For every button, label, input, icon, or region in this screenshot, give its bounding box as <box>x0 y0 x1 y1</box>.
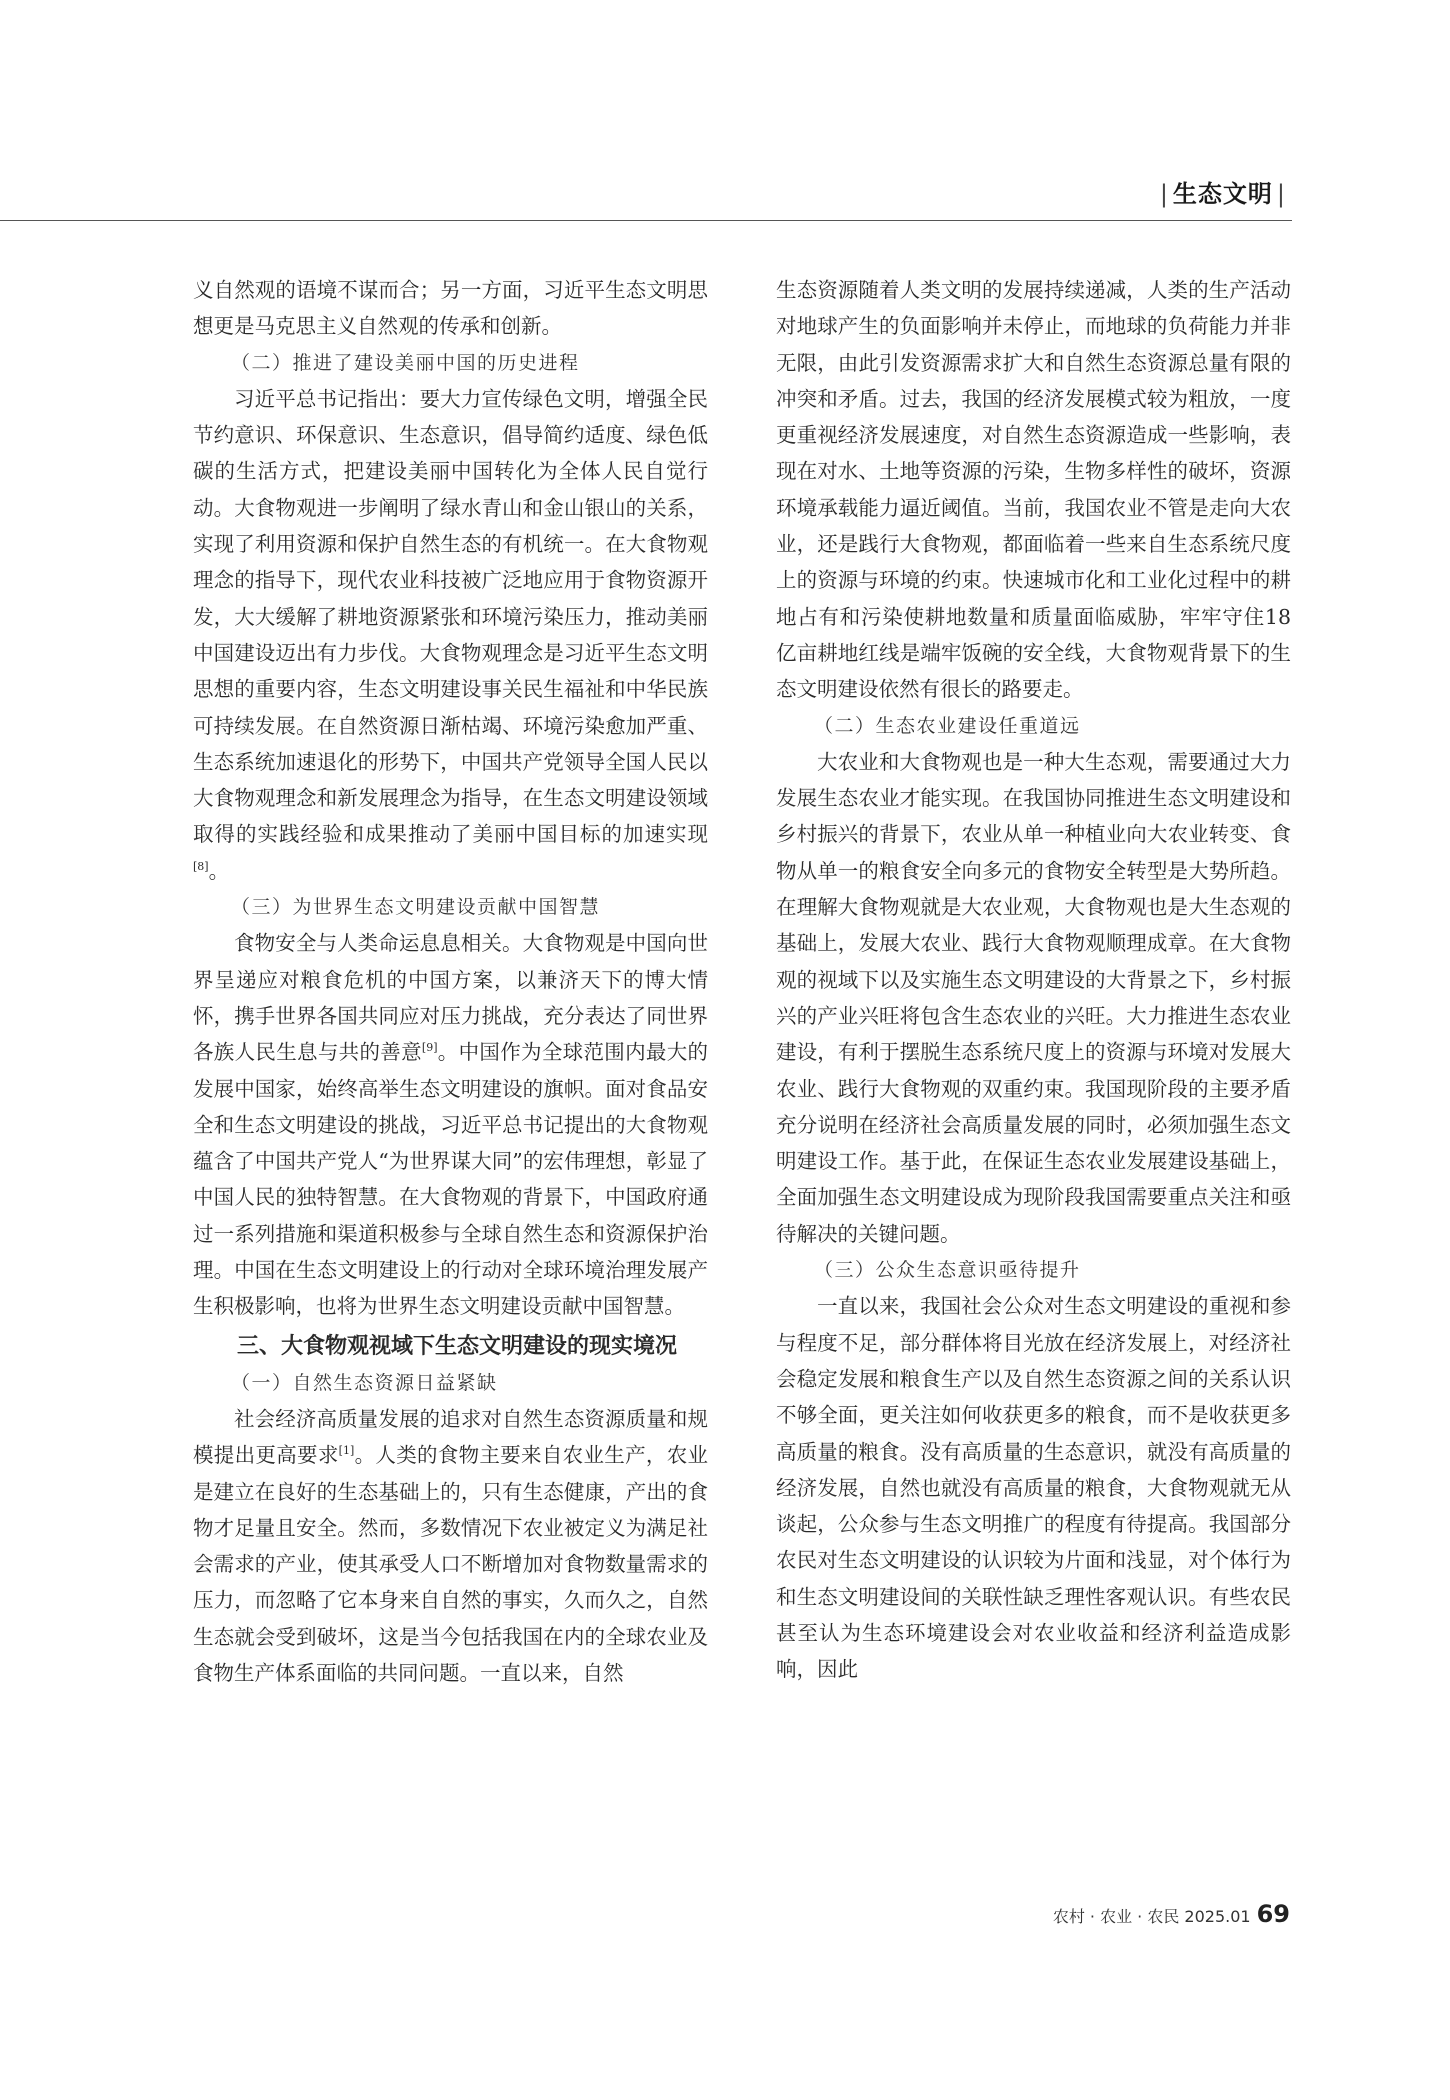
citation: [8] <box>193 859 209 873</box>
paragraph: 食物安全与人类命运息息相关。大食物观是中国向世界呈递应对粮食危机的中国方案，以兼济天下的博大情怀，携手世界各国共同应对压力挑战，充分表达了同世界各族人民生息与共的善意[9]。中国作为全球范围内最大的发展中国家，始终高举生态文明建设的旗帜。面对食品安全和生态文明建设的挑战，习近平总书记提出的大食物观蕴含了中国共产党人“为世界谋大同”的宏伟理想，彰显了中国人民的独特智慧。在大食物观的背景下，中国政府通过一系列措施和渠道积极参与全球自然生态和资源保护治理。中国在生态文明建设上的行动对全球环境治理发展产生积极影响，也将为世界生态文明建设贡献中国智慧。 <box>193 931 709 1319</box>
citation: [9] <box>421 1041 438 1055</box>
paragraph: 社会经济高质量发展的追求对自然生态资源质量和规模提出更高要求[1]。人类的食物主要来自农业生产，农业是建立在良好的生态基础上的，只有生态健康，产出的食物才足量且安全。然而，多数情况下农业被定义为满足社会需求的产业，使其承受人口不断增加对食物数量需求的压力，而忽略了它本身来自自然的事实，久而久之，自然生态就会受到破坏，这是当今包括我国在内的全球农业及食物生产体系面临的共同问题。一直以来，自然 <box>193 1406 709 1685</box>
subheading: （三）公众生态意识亟待提升 <box>814 1259 1081 1282</box>
paragraph: 大农业和大食物观也是一种大生态观，需要通过大力发展生态农业才能实现。在我国协同推进生态文明建设和乡村振兴的背景下，农业从单一种植业向大农业转变、食物从单一的粮食安全向多元的食物安全转型是大势所趋。在理解大食物观就是大农业观，大食物观也是大生态观的基础上，发展大农业、践行大食物观顺理成章。在大食物观的视域下以及实施生态文明建设的大背景之下，乡村振兴的产业兴旺将包含生态农业的兴旺。大力推进生态农业建设，有利于摆脱生态系统尺度上的资源与环境对发展大农业、践行大食物观的双重约束。我国现阶段的主要矛盾充分说明在经济社会高质量发展的同时，必须加强生态文明建设工作。基于此，在保证生态农业发展建设基础上，全面加强生态文明建设成为现阶段我国需要重点关注和亟待解决的关键问题。 <box>776 749 1291 1246</box>
paragraph: 习近平总书记指出：要大力宣传绿色文明，增强全民节约意识、环保意识、生态意识，倡导简约适度、绿色低碳的生活方式，把建设美丽中国转化为全体人民自觉行动。大食物观进一步阐明了绿水青山和金山银山的关系，实现了利用资源和保护自然生态的有机统一。在大食物观理念的指导下，现代农业科技被广泛地应用于食物资源开发，大大缓解了耕地资源紧张和环境污染压力，推动美丽中国建设迈出有力步伐。大食物观理念是习近平生态文明思想的重要内容，生态文明建设事关民生福祉和中华民族可持续发展。在自然资源日渐枯竭、环境污染愈加严重、生态系统加速退化的形势下，中国共产党领导全国人民以大食物观理念和新发展理念为指导，在生态文明建设领域取得的实践经验和成果推动了美丽中国目标的加速实现[8]。 <box>193 386 708 883</box>
journal-name: 农村 · 农业 · 农民 2025.01 <box>1052 1907 1251 1926</box>
header-rule <box>0 220 1292 221</box>
section-tag: | 生态文明 | <box>1159 180 1286 208</box>
section-heading: 三、大食物观视域下生态文明建设的现实境况 <box>237 1333 678 1359</box>
right-column <box>776 272 1291 1688</box>
paragraph: 义自然观的语境不谋而合；另一方面，习近平生态文明思想更是马克思主义自然观的传承和创新。 <box>193 278 708 339</box>
left-column <box>193 272 708 1691</box>
page-number: 69 <box>1256 1900 1290 1928</box>
subheading: （一）自然生态资源日益紧缺 <box>231 1371 498 1394</box>
paragraph: 一直以来，我国社会公众对生态文明建设的重视和参与程度不足，部分群体将目光放在经济发展上，对经济社会稳定发展和粮食生产以及自然生态资源之间的关系认识不够全面，更关注如何收获更多的粮食，而不是收获更多高质量的粮食。没有高质量的生态意识，就没有高质量的经济发展，自然也就没有高质量的粮食，大食物观就无从谈起，公众参与生态文明推广的程度有待提高。我国部分农民对生态文明建设的认识较为片面和浅显，对个体行为和生态文明建设间的关联性缺乏理性客观认识。有些农民甚至认为生态环境建设会对农业收益和经济利益造成影响，因此 <box>776 1294 1291 1682</box>
subheading: （二）推进了建设美丽中国的历史进程 <box>231 351 580 374</box>
subheading: （二）生态农业建设任重道远 <box>814 714 1081 737</box>
page-footer <box>1053 1900 1290 1928</box>
citation: [1] <box>338 1444 355 1458</box>
section-tag-label: 生态文明 <box>1172 180 1273 208</box>
paragraph: 生态资源随着人类文明的发展持续递减，人类的生产活动对地球产生的负面影响并未停止，而地球的负荷能力并非无限，由此引发资源需求扩大和自然生态资源总量有限的冲突和矛盾。过去，我国的经济发展模式较为粗放，一度更重视经济发展速度，对自然生态资源造成一些影响，表现在对水、土地等资源的污染，生物多样性的破坏，资源环境承载能力逼近阈值。当前，我国农业不管是走向大农业，还是践行大食物观，都面临着一些来自生态系统尺度上的资源与环境的约束。快速城市化和工业化过程中的耕地占有和污染使耕地数量和质量面临威胁，牢牢守住18亿亩耕地红线是端牢饭碗的安全线，大食物观背景下的生态文明建设依然有很长的路要走。 <box>776 278 1291 702</box>
subheading: （三）为世界生态文明建设贡献中国智慧 <box>231 896 601 919</box>
